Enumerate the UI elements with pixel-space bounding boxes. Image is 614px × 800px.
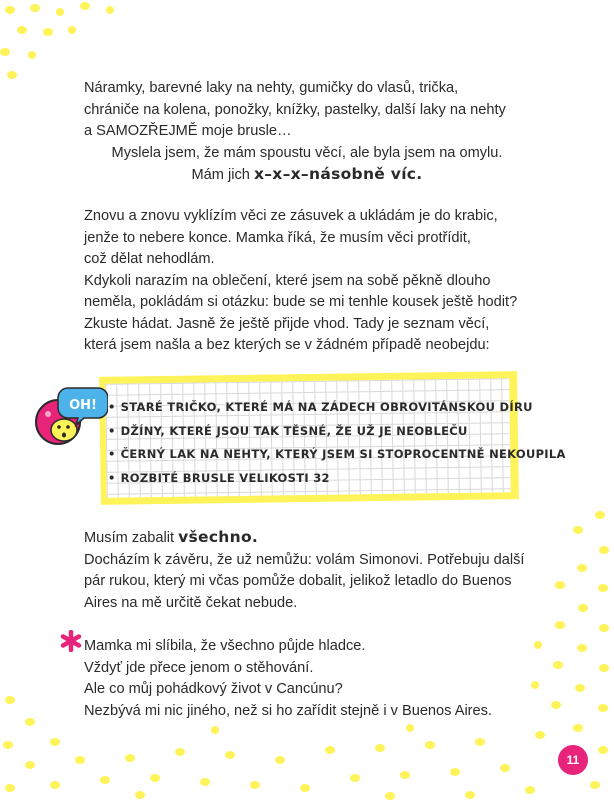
packing-prefix: Musím zabalit	[84, 530, 179, 546]
emphasis-prefix: Mám jich	[191, 167, 254, 183]
text-line: jenže to nebere konce. Mamka říká, že musím věci protřídit,	[84, 229, 471, 246]
bullet: •	[108, 423, 116, 438]
emphasis-word: x–x–x–násobně víc.	[253, 165, 423, 183]
text-line: Náramky, barevné laky na nehty, gumičky do vlasů, trička,	[84, 80, 459, 96]
list-item-text: ROZBITÉ BRUSLE VELIKOSTI 32	[120, 470, 330, 485]
middle-paragraph	[84, 206, 517, 357]
text-line: Docházím k závěru, že už nemůžu: volám Simonovi. Potřebuju další	[84, 551, 525, 568]
emphasis-line	[0, 164, 614, 187]
list-item-text: ČERNÝ LAK NA NEHTY, KTERÝ JSEM SI STOPROCENTNĚ NEKOUPILA	[120, 447, 566, 461]
text-line: Ale co můj pohádkový život v Cancúnu?	[84, 681, 343, 697]
packing-emphasis: všechno.	[178, 528, 259, 546]
list-item-text: DŽÍNY, KTERÉ JSOU TAK TĚSNÉ, ŽE UŽ JE NEOBLEČU	[120, 423, 468, 438]
text-line: což dělat nehodlám.	[84, 251, 215, 267]
list-item	[108, 443, 566, 467]
bullet: •	[108, 400, 116, 414]
text-line: pár rukou, který mi včas pomůže dobalit, jelikož letadlo do Buenos	[84, 573, 512, 589]
text-line: Vždyť jde přece jenom o stěhování.	[84, 659, 314, 676]
asterisk-icon	[60, 630, 82, 652]
text-line: Zkuste hádat. Jasně že ještě přijde vhod. Tady je seznam věcí,	[84, 315, 490, 332]
text-line: chrániče na kolena, ponožky, knížky, pastelky, další laky na nehty	[84, 101, 506, 118]
text-line: neměla, pokládám si otázku: bude se mi tenhle kousek ještě hodit?	[84, 294, 518, 310]
thought-line: Myslela jsem, že mám spoustu věcí, ale byla jsem na omylu.	[111, 145, 503, 161]
intro-paragraph	[84, 78, 506, 143]
closing-paragraph	[84, 636, 492, 722]
text-line: Nezbývá mi nic jiného, než si ho zařídit stejně i v Buenos Aires.	[84, 702, 493, 719]
list-item	[108, 396, 566, 420]
packing-paragraph	[84, 527, 524, 614]
page-number: 11	[558, 745, 588, 775]
badge-text: OH!	[69, 398, 97, 413]
text-line: Mamka mi slíbila, že všechno půjde hladce.	[84, 638, 366, 654]
text-line: Kdykoli narazím na oblečení, které jsem na sobě pěkně dlouho	[84, 272, 491, 289]
list-item	[108, 420, 566, 444]
text-line: Aires na mě určitě čekat nebude.	[84, 594, 298, 611]
oh-badge-icon	[28, 380, 108, 460]
item-list	[108, 396, 566, 490]
bullet: •	[108, 447, 116, 461]
list-item	[108, 467, 566, 491]
text-line: a SAMOZŘEJMĚ moje brusle…	[84, 123, 292, 139]
text-line: která jsem našla a bez kterých se v žádném případě neobejdu:	[84, 337, 490, 353]
list-item-text: STARÉ TRIČKO, KTERÉ MÁ NA ZÁDECH OBROVITÁNSKOU DÍRU	[120, 400, 533, 414]
bullet: •	[108, 470, 116, 485]
packing-first-line	[84, 527, 524, 550]
text-line: Znovu a znovu vyklízím věci ze zásuvek a ukládám je do krabic,	[84, 208, 498, 224]
